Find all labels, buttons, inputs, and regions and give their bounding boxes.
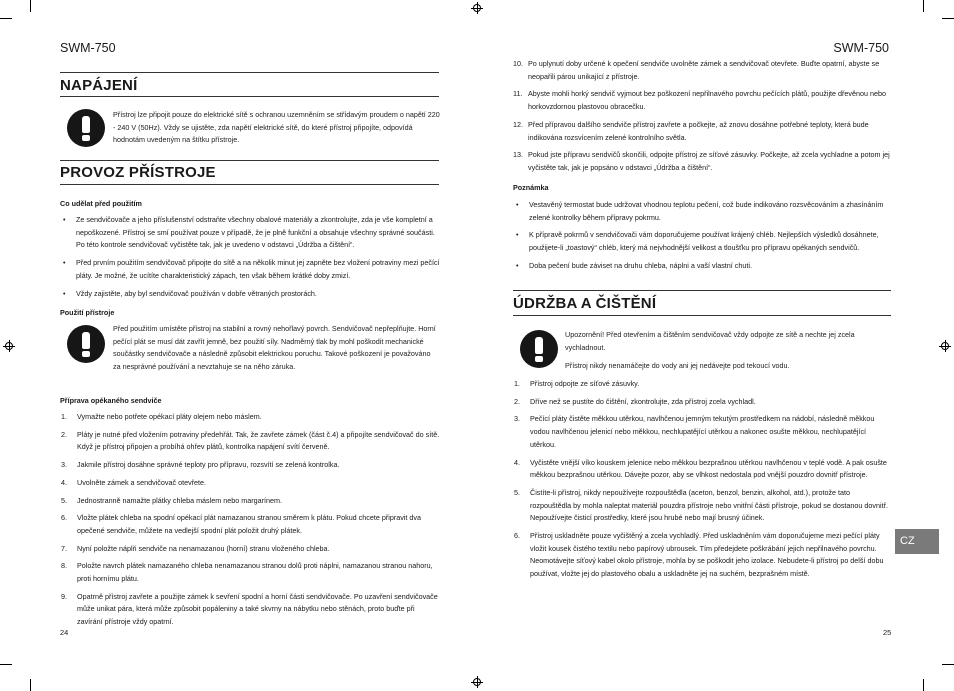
section-heading-napajeni: NAPÁJENÍ bbox=[60, 77, 138, 94]
list-item: 7. Nyní položte náplň sendviče na nenamazanou (horní) stranu vloženého chleba. bbox=[61, 543, 330, 553]
before-use-list bbox=[60, 214, 440, 305]
list-item: • Vestavěný termostat bude udržovat vhodnou teplotu pečení, což bude indikováno rozsvěcováním a zhasínáním zelené kontrolky během přípravy pokrmu. bbox=[513, 199, 891, 224]
subheading-before-use: Co udělat před použitím bbox=[60, 199, 142, 208]
use-warning-text: Před použitím umístěte přístroj na stabilní a rovný nehořlavý povrch. Sendvičovač nepřeplňujte. Horní pečící plát se musí dát zavřít jemně, bez použití síly. Nadměrný tlak by mohl poškodit mechanické součástky sendvičovače a následně způsobit elektrickou poruchu. Takové poškození je považováno za nesprávné používání a nevztahuje se na něho záruka. bbox=[113, 324, 436, 372]
list-item: • Ze sendvičovače a jeho příslušenství odstraňte všechny obalové materiály a zkontrolujte, zda je vše kompletní a nepoškozené. Přístroj se smí používat pouze v případě, že je plně funkční a obsahuje všechny správné součásti. Po této kontrole sendvičovač vyčistěte tak, jak je uvedeno v odstavci „Údržba a čištění“. bbox=[60, 214, 440, 252]
list-item: 9. Opatrně přístroj zavřete a použijte zámek k sevření spodní a horní části sendvičovače. Po uzavření sendvičovače může unikat pára, která může způsobit popáleniny a také skvrny na nábytku nebo stěnách, proto buďte při zavírání přístroje vždy opatrní. bbox=[61, 591, 438, 627]
warning-icon bbox=[520, 330, 558, 368]
model-label: SWM-750 bbox=[60, 41, 116, 55]
subheading-note: Poznámka bbox=[513, 183, 549, 192]
list-item: 10. Po uplynutí doby určené k opečení sendviče uvolněte zámek a sendvičovač otevřete. Buďte opatrní, abyste se neopařili párou unikající z přístroje. bbox=[513, 59, 880, 81]
list-item: 1. Vymažte nebo potřete opékací pláty olejem nebo máslem. bbox=[61, 412, 262, 421]
list-item: 13. Pokud jste přípravu sendvičů skončili, odpojte přístroj ze síťové zásuvky. Počkejte, až zcela vychladne a potom jej vyčistěte tak, jak je popsáno v odstavci „Údržba a čištění“. bbox=[513, 150, 890, 172]
list-item: 6. Vložte plátek chleba na spodní opékací plát namazanou stranou směrem k plátu. Pokud chcete připravit dva opečené sendviče, můžete na vedlejší spodní plát položit druhý plátek. bbox=[61, 513, 422, 535]
list-item: 12. Před přípravou dalšího sendviče přístroj zavřete a počkejte, až znovu dosáhne potřebné teploty, která bude indikována rozsvícením zelené kontrolního světla. bbox=[513, 119, 869, 142]
list-item: • Doba pečení bude záviset na druhu chleba, náplni a vaší vlastní chuti. bbox=[513, 260, 891, 273]
list-item: 5. Jednostranně namažte plátky chleba máslem nebo margarínem. bbox=[61, 495, 282, 505]
heading-rule bbox=[513, 315, 891, 316]
power-text: Přístroj lze připojit pouze do elektrické sítě s ochranou uzemněním se střídavým proudem o napětí 220 - 240 V (50Hz). Vždy se ujistěte, zda napětí elektrické sítě, do které přístroj připojíte, odpovídá hodnotám uvedeným na štítku přístroje. bbox=[113, 110, 440, 145]
list-item: 5. Čistíte-li přístroj, nikdy nepoužívejte rozpouštědla (aceton, benzol, benzin, alkohol, atd.), protože tato rozpouštědla by mohla naleptat materiál pouzdra přístroje nebo vnitřní části přístroje, pokud se dostanou dovnitř. Nepoužívejte čisticí prostředky, které jsou hrubé nebo mají brusný účinek. bbox=[514, 487, 888, 523]
list-item: • K přípravě pokrmů v sendvičovači vám doporučujeme používat krájený chléb. Nejlepších výsledků dosáhnete, použijete-li „toastový“ chléb, který má nejvhodnější velikost a tloušťku pro přípravu opékaných sendvičů. bbox=[513, 229, 891, 254]
heading-rule bbox=[60, 72, 439, 73]
list-item: 4. Vyčistěte vnější víko kouskem jelenice nebo měkkou bezprašnou utěrkou navlhčenou v teplé vodě. A pak osušte měkkou bezprašnou utěrkou. Dávejte pozor, aby se vlhkost nedostala pod vnější pouzdro dovnitř přístroje. bbox=[514, 457, 887, 480]
list-item: 8. Položte navrch plátek namazaného chleba nenamazanou stranou dolů proti náplni, namazanou stranou nahoru, proti hornímu plátu. bbox=[61, 561, 433, 584]
warning-icon bbox=[67, 109, 105, 147]
cleaning-warning-2: Přístroj nikdy nenamáčejte do vody ani jej nedávejte pod tekoucí vodu. bbox=[565, 361, 790, 370]
right-page bbox=[477, 0, 954, 691]
heading-rule bbox=[513, 290, 891, 291]
list-item: 11. Abyste mohli horký sendvič vyjmout bez poškození nepřilnavého povrchu pečících plátů, použijte dřevěnou nebo horkovzdornou plastovou obracečku. bbox=[513, 89, 886, 112]
list-item: 1. Přístroj odpojte ze síťové zásuvky. bbox=[514, 379, 640, 388]
list-item: 3. Jakmile přístroj dosáhne správné teploty pro přípravu, rozsvítí se zelená kontrolka. bbox=[61, 460, 340, 470]
list-item: • Před prvním použitím sendvičovač připojte do sítě a na několik minut jej zapněte bez vložení potraviny mezi pečící pláty. Je možné, že ucítíte charakteristický zápach, ten však během krátké doby zmizí. bbox=[60, 257, 440, 282]
model-label: SWM-750 bbox=[833, 41, 889, 55]
subheading-use: Použití přístroje bbox=[60, 308, 115, 317]
page-number: 25 bbox=[883, 628, 892, 637]
preparation-steps bbox=[60, 411, 440, 634]
cleaning-steps bbox=[513, 378, 891, 586]
list-item: • Vždy zajistěte, aby byl sendvičovač používán v dobře větraných prostorách. bbox=[60, 288, 440, 301]
note-list bbox=[513, 199, 891, 278]
list-item: 4. Uvolněte zámek a sendvičovač otevřete. bbox=[61, 477, 207, 487]
preparation-steps-continued bbox=[513, 58, 891, 180]
list-item: 2. Dříve než se pustíte do čištění, zkontrolujte, zda přístroj zcela vychladl. bbox=[514, 396, 756, 406]
warning-icon bbox=[67, 325, 105, 363]
page-number: 24 bbox=[60, 628, 69, 637]
heading-rule bbox=[60, 96, 439, 97]
list-item: 2. Pláty je nutné před vložením potraviny předehřát. Tak, že zavřete zámek (část č.4) a připojíte sendvičovač do sítě. Když je přístroj připojen a probíhá ohřev plátů, kontrolka napájení svítí červeně. bbox=[61, 429, 440, 452]
heading-rule bbox=[60, 184, 439, 185]
list-item: 6. Přístroj uskladněte pouze vyčištěný a zcela vychladlý. Před uskladněním vám doporučujeme mezi pečící pláty vložit kousek čistého textilu nebo papírový ubrousek. Tím předejdete poškrábání jejich nepřilnavého povrchu. Neomotávejte síťový kabel okolo přístroje, mohla by se poškodit jeho izolace. Nebudete-li přístroj po delší dobu používat, vložte jej do plastového obalu a uskladněte jej na suchém, bezprašném místě. bbox=[514, 531, 884, 579]
list-item: 3. Pečící pláty čistěte měkkou utěrkou, navlhčenou jemným tekutým prostředkem na nádobí, následně měkkou vodou navlhčenou jelenicí nebo měkkou, nechlupatějící utěrkou a nakonec osušte měkkou, nechlupatějící utěrkou. bbox=[514, 414, 875, 449]
cleaning-warning-1: Upozornění! Před otevřením a čištěním sendvičovač vždy odpojte ze sítě a nechte jej zcela vychladnout. bbox=[565, 330, 855, 352]
subheading-preparation: Příprava opékaného sendviče bbox=[60, 396, 162, 405]
section-heading-provoz: PROVOZ PŘÍSTROJE bbox=[60, 164, 216, 181]
language-tab: CZ bbox=[895, 529, 939, 554]
section-heading-udrzba: ÚDRŽBA A ČIŠTĚNÍ bbox=[513, 295, 657, 312]
heading-rule bbox=[60, 160, 439, 161]
